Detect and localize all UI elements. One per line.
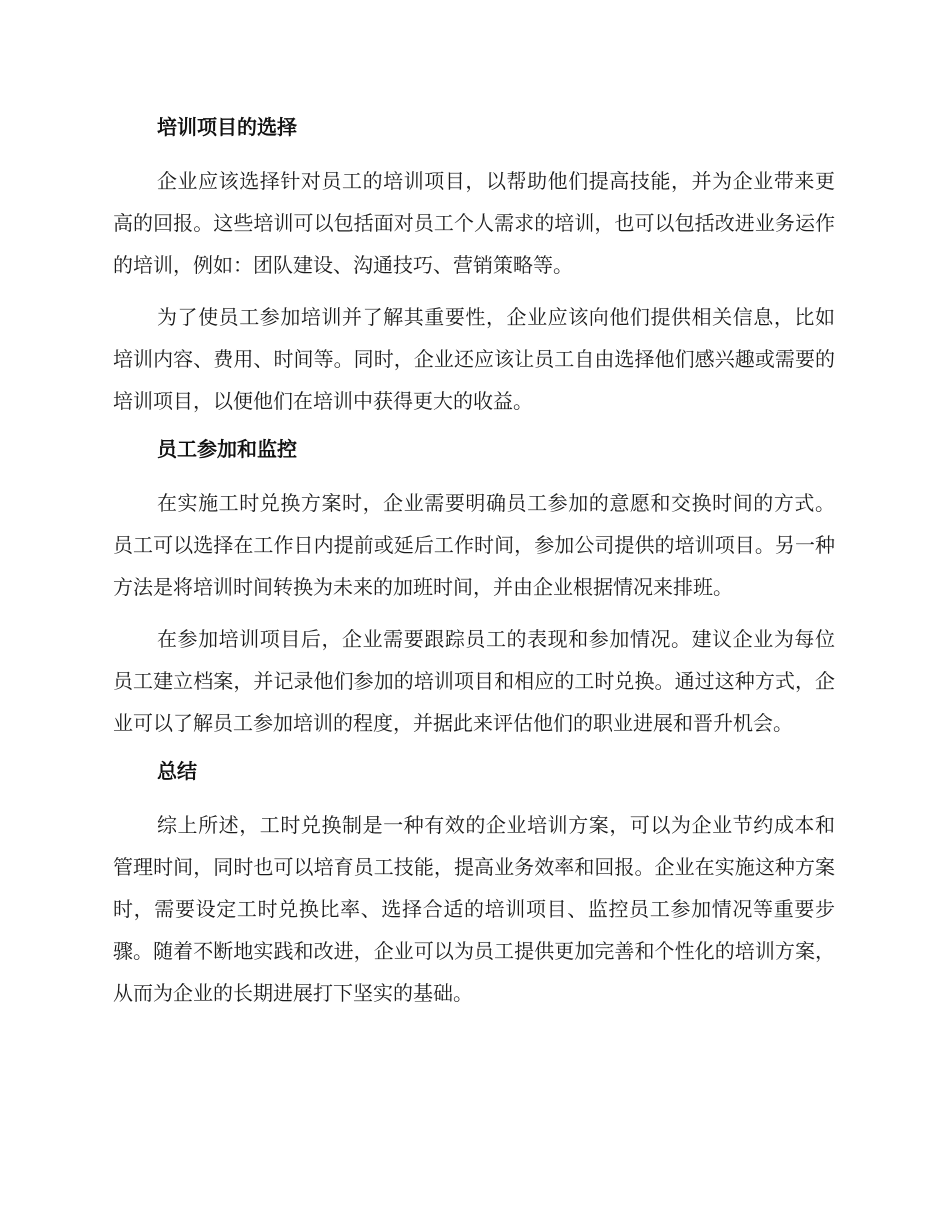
document-body bbox=[113, 108, 835, 1014]
section-heading-training-selection: 培训项目的选择 bbox=[157, 115, 297, 139]
section-heading-participation-monitoring: 员工参加和监控 bbox=[157, 437, 297, 461]
paragraph: 综上所述，工时兑换制是一种有效的企业培训方案，可以为企业节约成本和管理时间，同时也可以培育员工技能，提高业务效率和回报。企业在实施这种方案时，需要设定工时兑换比率、选择合适的培训项目、监控员工参加情况等重要步骤。随着不断地实践和改进，企业可以为员工提供更加完善和个性化的培训方案，从而为企业的长期进展打下坚实的基础。 bbox=[113, 813, 835, 1005]
paragraph: 企业应该选择针对员工的培训项目，以帮助他们提高技能，并为企业带来更高的回报。这些培训可以包括面对员工个人需求的培训，也可以包括改进业务运作的培训，例如：团队建设、沟通技巧、营销策略等。 bbox=[113, 169, 835, 277]
paragraph: 在实施工时兑换方案时，企业需要明确员工参加的意愿和交换时间的方式。员工可以选择在工作日内提前或延后工作时间，参加公司提供的培训项目。另一种方法是将培训时间转换为未来的加班时间，并由企业根据情况来排班。 bbox=[113, 491, 835, 599]
paragraph: 在参加培训项目后，企业需要跟踪员工的表现和参加情况。建议企业为每位员工建立档案，并记录他们参加的培训项目和相应的工时兑换。通过这种方式，企业可以了解员工参加培训的程度，并据此来评估他们的职业进展和晋升机会。 bbox=[113, 627, 835, 735]
paragraph: 为了使员工参加培训并了解其重要性，企业应该向他们提供相关信息，比如培训内容、费用、时间等。同时，企业还应该让员工自由选择他们感兴趣或需要的培训项目，以便他们在培训中获得更大的收益。 bbox=[113, 305, 835, 413]
section-heading-summary: 总结 bbox=[157, 759, 197, 783]
